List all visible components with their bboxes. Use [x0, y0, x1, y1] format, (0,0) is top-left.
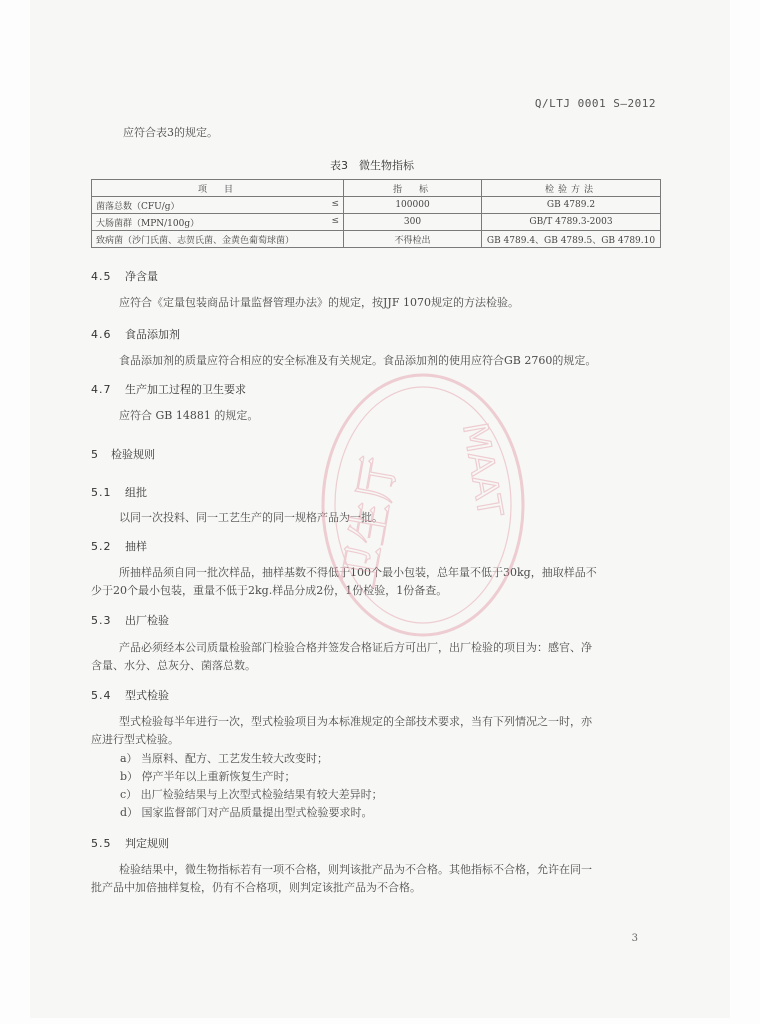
section-heading-5-5	[91, 835, 169, 851]
list-item: c） 出厂检验结果与上次型式检验结果有较大差异时；	[120, 788, 383, 801]
section-heading-5-4	[91, 687, 169, 703]
column-header: 项 目	[92, 180, 344, 197]
paragraph: 应符合《定量包装商品计量监督管理办法》的规定，按JJF 1070规定的方法检验。	[119, 296, 519, 309]
list-item: d） 国家监督部门对产品质量提出型式检验要求时。	[120, 806, 373, 819]
paragraph-line: 含量、水分、总灰分、菌落总数。	[91, 659, 256, 672]
section-heading-5-2	[91, 538, 147, 554]
section-title: 检验规则	[111, 448, 155, 461]
table-cell	[92, 197, 344, 214]
paragraph-line: 少于20个最小包装，重量不低于2kg.样品分成2份，1份检验，1份备查。	[91, 584, 448, 597]
svg-text:卫生厅: 卫生厅	[333, 453, 407, 592]
table-cell: 300	[344, 214, 482, 231]
paragraph: 食品添加剂的质量应符合相应的安全标准及有关规定。食品添加剂的使用应符合GB 2760的规定。	[119, 354, 597, 367]
section-number: 5.4	[91, 689, 112, 702]
paragraph-line: 产品必须经本公司质量检验部门检验合格并签发合格证后方可出厂，出厂检验的项目为：感官、净	[119, 641, 592, 654]
table-row	[92, 231, 661, 248]
section-number: 5.2	[91, 540, 112, 553]
column-header: 检验方法	[482, 180, 661, 197]
operator: ≤	[331, 199, 339, 209]
section-heading-4-6	[91, 326, 180, 342]
paragraph-line: 应进行型式检验。	[91, 733, 179, 746]
table-title: 表3 微生物指标	[330, 159, 414, 172]
section-heading-5-3	[91, 612, 169, 628]
section-number: 4.6	[91, 328, 112, 341]
section-title: 抽样	[125, 540, 147, 553]
section-heading-5-1	[91, 484, 147, 500]
paragraph: 应符合 GB 14881 的规定。	[119, 409, 259, 422]
list-item: a） 当原料、配方、工艺发生较大改变时；	[120, 752, 329, 765]
table-cell: GB 4789.2	[482, 197, 661, 214]
item-name: 大肠菌群（MPN/100g）	[96, 218, 200, 229]
table-row	[92, 197, 661, 214]
table-cell: 不得检出	[344, 231, 482, 248]
section-heading-4-5	[91, 268, 158, 284]
section-number: 4.5	[91, 270, 112, 283]
table-header-row	[92, 180, 661, 197]
table-row	[92, 214, 661, 231]
column-header: 指 标	[344, 180, 482, 197]
section-number: 5	[91, 448, 99, 461]
table-intro: 应符合表3的规定。	[123, 126, 218, 139]
paragraph-line: 检验结果中，微生物指标若有一项不合格，则判该批产品为不合格。其他指标不合格，允许在同一	[119, 863, 592, 876]
section-title: 净含量	[125, 270, 158, 283]
section-title: 食品添加剂	[125, 328, 180, 341]
item-name: 致病菌（沙门氏菌、志贺氏菌、金黄色葡萄球菌）	[96, 235, 295, 246]
section-title: 出厂检验	[125, 614, 169, 627]
paragraph-line: 所抽样品须自同一批次样品，抽样基数不得低于100个最小包装，总年量不低于30kg，抽取样品不	[119, 566, 597, 579]
section-title: 型式检验	[125, 689, 169, 702]
operator: ≤	[331, 216, 339, 226]
list-item: b） 停产半年以上重新恢复生产时；	[120, 770, 296, 783]
section-number: 5.5	[91, 837, 112, 850]
page-number: 3	[631, 933, 638, 944]
section-number: 5.1	[91, 486, 112, 499]
document-page	[30, 0, 730, 1018]
table-cell: 100000	[344, 197, 482, 214]
microbial-table	[91, 179, 661, 248]
paragraph: 以同一次投料、同一工艺生产的同一规格产品为一批。	[119, 511, 383, 524]
table-cell: GB 4789.4、GB 4789.5、GB 4789.10	[482, 231, 661, 248]
item-name: 菌落总数（CFU/g）	[96, 201, 180, 212]
paragraph-line: 型式检验每半年进行一次，型式检验项目为本标准规定的全部技术要求，当有下列情况之一时，亦	[119, 715, 592, 728]
paragraph-line: 批产品中加倍抽样复检，仍有不合格项，则判定该批产品为不合格。	[91, 881, 421, 894]
table-cell	[92, 231, 344, 248]
svg-text:MAAT: MAAT	[454, 419, 511, 521]
section-number: 4.7	[91, 383, 112, 396]
section-title: 判定规则	[125, 837, 169, 850]
section-title: 生产加工过程的卫生要求	[125, 383, 246, 396]
stamp-lettering-latin	[454, 420, 510, 521]
section-heading-4-7	[91, 381, 246, 397]
table-cell: GB/T 4789.3-2003	[482, 214, 661, 231]
section-heading-5	[91, 446, 155, 462]
standard-code: Q/LTJ 0001 S—2012	[534, 97, 656, 110]
table-cell	[92, 214, 344, 231]
section-title: 组批	[125, 486, 147, 499]
section-number: 5.3	[91, 614, 112, 627]
